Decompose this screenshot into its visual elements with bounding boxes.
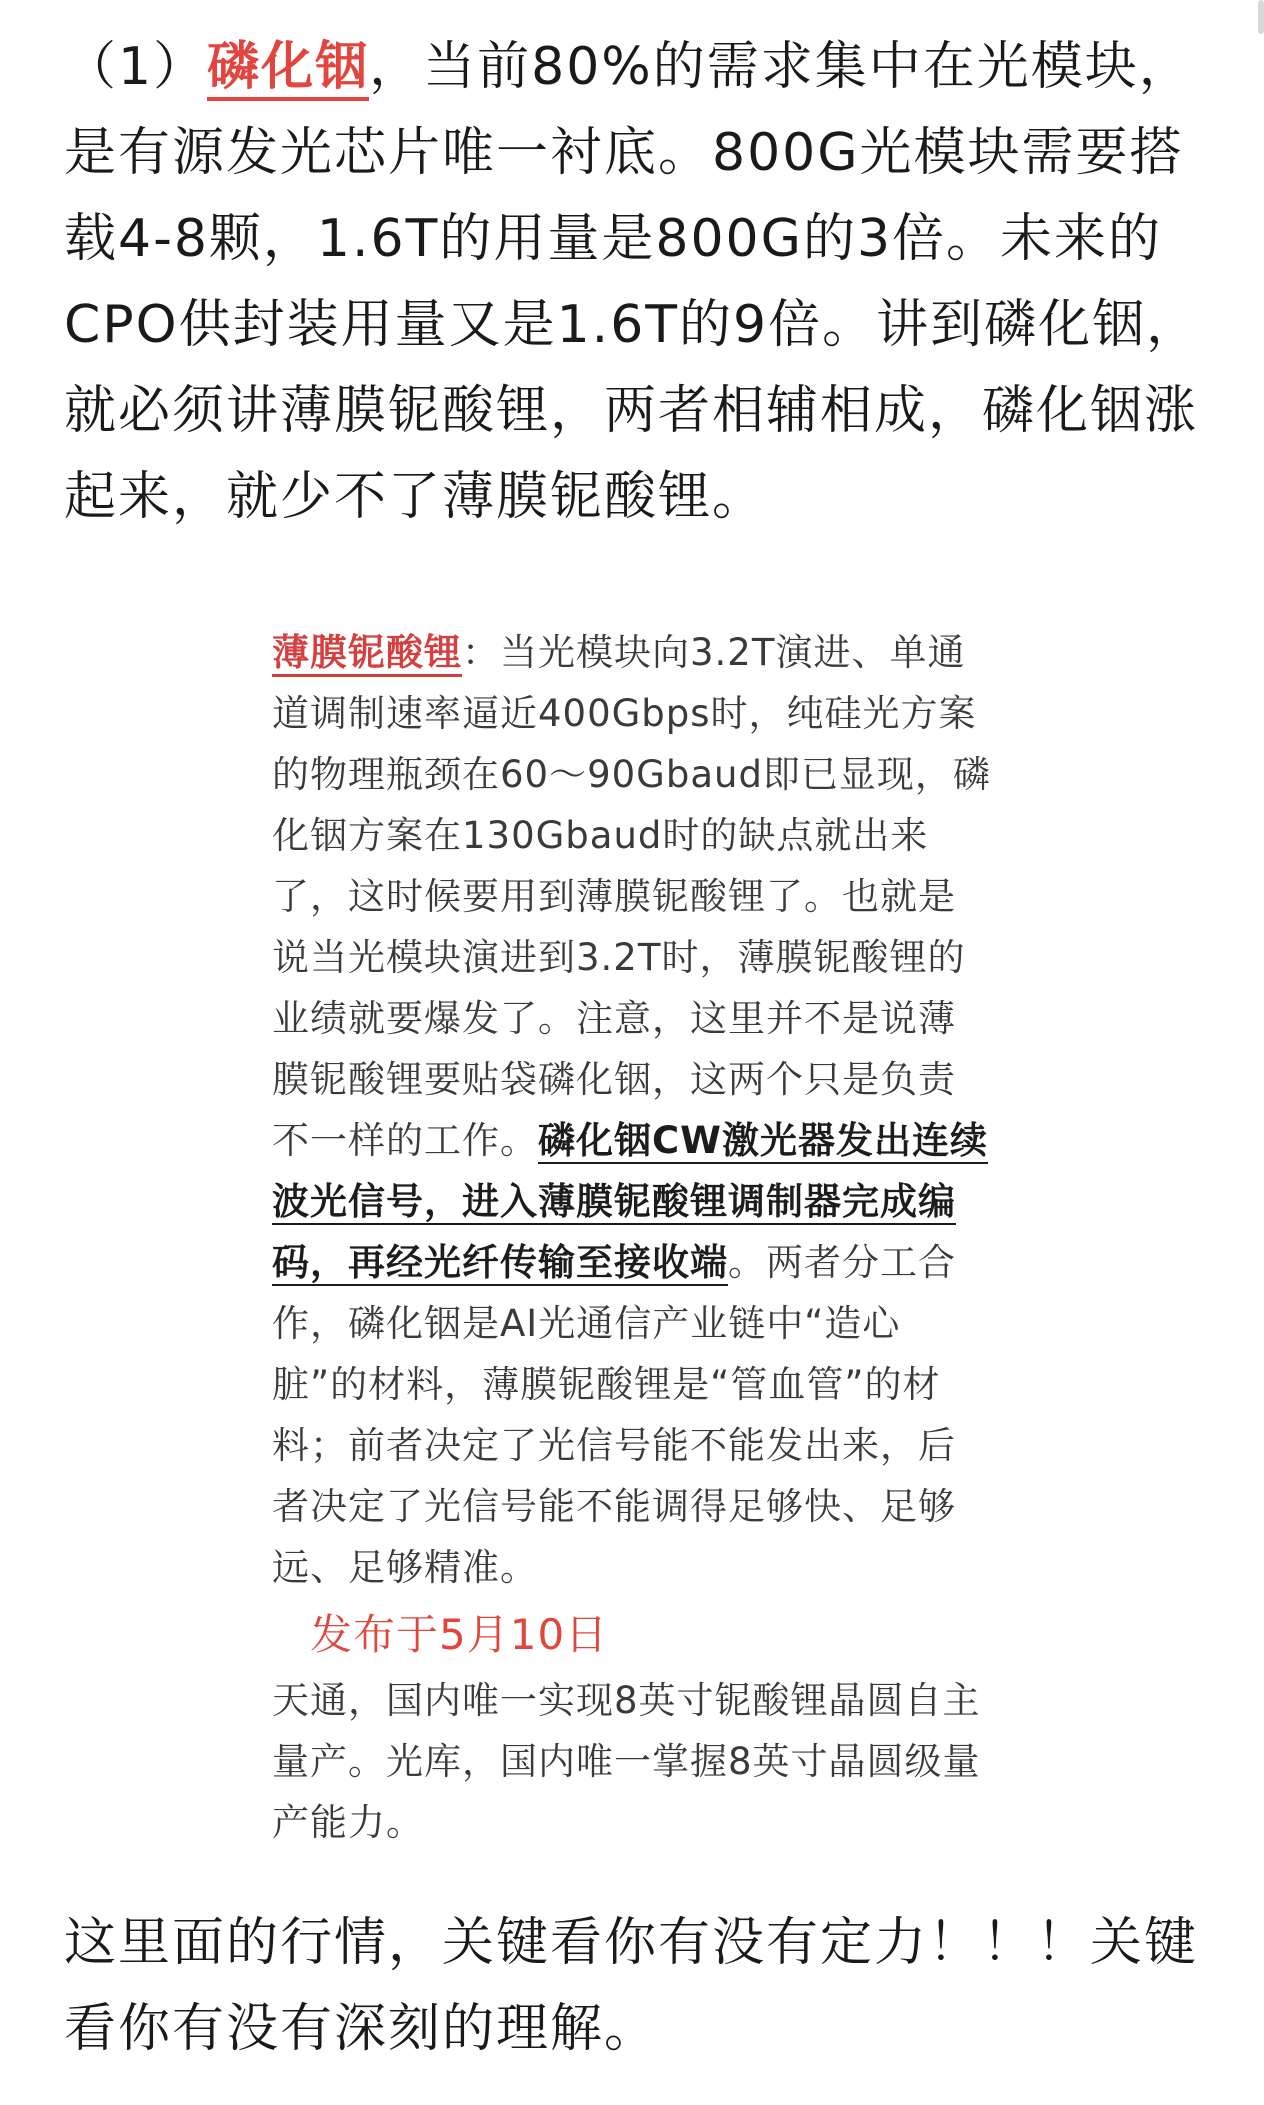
- quote-paragraph-2: 天通，国内唯一实现8英寸铌酸锂晶圆自主量产。光库，国内唯一掌握8英寸晶圆级量产能力。: [272, 1679, 981, 1844]
- post-paragraph-1: [64, 24, 1204, 540]
- quote-keyword: 薄膜铌酸锂: [272, 631, 462, 677]
- quote-paragraph-1: [272, 622, 992, 1598]
- quote-text-2: 。两者分工合作，磷化铟是AI光通信产业链中“造心脏”的材料，薄膜铌酸锂是“管血管”的材料；前者决定了光信号能不能发出来，后者决定了光信号能不能调得足够快、足够远、足够精准。: [272, 1241, 956, 1589]
- publish-date: 发布于5月10日: [310, 1610, 609, 1659]
- keyword-link-indium-phosphide[interactable]: 磷化铟: [207, 37, 369, 101]
- quote-text-1: ：当光模块向3.2T演进、单通道调制速率逼近400Gbps时，纯硅光方案的物理瓶颈在60～90Gbaud即已显现，磷化铟方案在130Gbaud时的缺点就出来了，这时候要用到薄膜铌酸锂了。也就是说当光模块演进到3.2T时，薄膜铌酸锂的业绩就要爆发了。注意，这里并不是说薄膜铌酸锂要贴袋磷化铟，这两个只是负责不一样的工作。: [272, 631, 991, 1162]
- paragraph-text: ，当前80%的需求集中在光模块，是有源发光芯片唯一衬底。800G光模块需要搭载4-8颗，1.6T的用量是800G的3倍。未来的CPO供封装用量又是1.6T的9倍。讲到磷化铟，就必须讲薄膜铌酸锂，两者相辅相成，磷化铟涨起来，就少不了薄膜铌酸锂。: [64, 37, 1201, 527]
- quoted-screenshot: [272, 622, 992, 1853]
- post-paragraph-2: 这里面的行情，关键看你有没有定力！！！关键看你有没有深刻的理解。: [64, 1913, 1199, 2059]
- scrollbar[interactable]: [1258, 0, 1264, 34]
- quote-bold-text: 磷化铟CW激光器发出连续波光信号，进入薄膜铌酸锂调制器完成编码，再经光纤传输至接收端: [272, 1119, 988, 1284]
- paragraph-prefix: （1）: [64, 37, 208, 97]
